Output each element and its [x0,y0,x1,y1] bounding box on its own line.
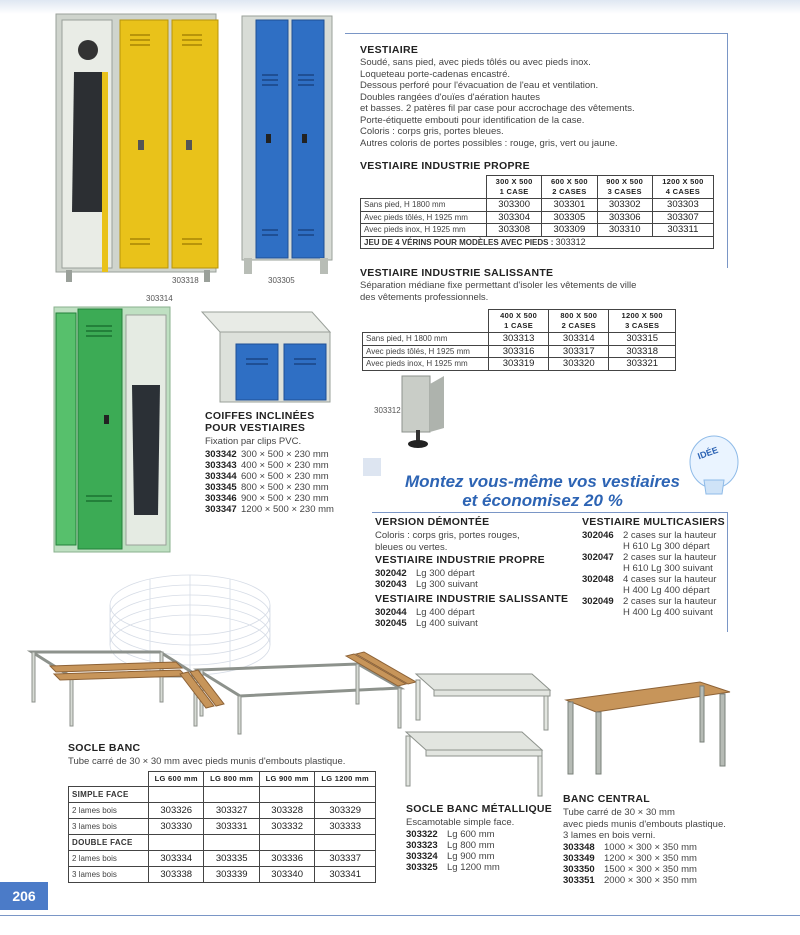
frame-rule-top [345,33,728,34]
list-item: 303324 Lg 900 mm [406,851,495,862]
locker-yellow-image [46,12,236,282]
section-row: SIMPLE FACE [69,787,376,803]
col-header: 1200 X 500 3 CASES [609,310,676,333]
list-item: 303323 Lg 800 mm [406,840,495,851]
col-header: 400 X 500 1 CASE [489,310,549,333]
vestiaire-line: Loqueteau porte-cadenas encastré. [360,68,510,80]
col-header: 300 X 500 1 CASE [487,176,542,199]
socle-metal-desc: Escamotable simple face. [406,817,515,828]
industrie-propre-title: VESTIAIRE INDUSTRIE PROPRE [360,160,530,172]
footer-rule [0,915,800,916]
promo-salissante-title: VESTIAIRE INDUSTRIE SALISSANTE [375,593,569,605]
locker-green-code: 303314 [146,294,173,303]
vestiaire-line: Coloris : corps gris, portes bleues. [360,126,504,137]
list-item: 303344 600 × 500 × 230 mm [205,471,329,482]
col-header: LG 600 mm [149,772,204,787]
industrie-salissante-description: Séparation médiane fixe permettant d'isoler les vêtements de ville des vêtements professionnels. [360,280,637,303]
industrie-salissante-title: VESTIAIRE INDUSTRIE SALISSANTE [360,267,554,279]
table-row: 2 lames bois 303334 303335 303336 303337 [69,851,376,867]
list-item: 302047 2 cases sur la hauteur H 610 Lg 300 suivant [582,552,717,574]
foot-image [398,374,448,450]
socle-banc-title: SOCLE BANC [68,742,141,754]
promo-rule [372,512,727,513]
list-item: 302049 2 cases sur la hauteur H 400 Lg 400 suivant [582,596,717,618]
socle-metal-list [406,829,500,873]
section-row: DOUBLE FACE [69,835,376,851]
banc-central-image [560,680,740,780]
coiffes-desc: Fixation par clips PVC. [205,436,302,447]
socle-banc-table [68,771,376,883]
banc-central-title: BANC CENTRAL [563,793,651,805]
list-item: 303346 900 × 500 × 230 mm [205,493,329,504]
promo-headline: Montez vous-même vos vestiaires et économisez 20 % [405,472,680,510]
industrie-propre-table [360,175,714,249]
list-item: 303347 1200 × 500 × 230 mm [205,504,334,515]
col-header: LG 900 mm [259,772,314,787]
list-item: 302042 Lg 300 départ [375,568,475,579]
list-item: 303342 300 × 500 × 230 mm [205,449,329,460]
socle-banc-image [28,646,408,736]
promo-propre-list [375,568,478,590]
vestiaire-line: Porte-étiquette embouti pour identification de la case. [360,114,585,126]
banc-central-desc: Tube carré de 30 × 30 mm avec pieds munis d'embouts plastique. 3 lames en bois verni. [563,807,726,841]
promo-vrule [727,512,728,632]
list-item: 303343 400 × 500 × 230 mm [205,460,329,471]
table-row: 3 lames bois 303338 303339 303340 303341 [69,867,376,883]
list-item: 303322 Lg 600 mm [406,829,495,840]
locker-green-image [52,305,174,555]
locker-blue-image [240,14,340,274]
vestiaire-line: Dessous perforé pour l'évacuation de l'eau et ventilation. [360,80,599,91]
col-header: 1200 X 500 4 CASES [652,176,713,199]
table-row: Sans pied, H 1800 mm 303313 303314 303315 [363,333,676,346]
foot-code: 303312 [374,406,401,415]
list-item: 303345 800 × 500 × 230 mm [205,482,329,493]
multicasiers-title: VESTIAIRE MULTICASIERS [582,516,725,528]
table-row: 2 lames bois 303326 303327 303328 303329 [69,803,376,819]
coiffe-image [200,310,332,402]
promo-propre-title: VESTIAIRE INDUSTRIE PROPRE [375,554,545,566]
col-header: 900 X 500 3 CASES [597,176,652,199]
version-demontee-title: VERSION DÉMONTÉE [375,516,490,528]
vestiaire-description [360,57,730,149]
multicasiers-list [582,530,716,618]
vestiaire-line: et basses. 2 patères fil par case pour accrochage des vêtements. [360,103,635,114]
table-row: Avec pieds tôlés, H 1925 mm 303316 303317 303318 [363,345,676,358]
table-row: 3 lames bois 303330 303331 303332 303333 [69,819,376,835]
industrie-salissante-table [362,309,676,371]
list-item: 303351 2000 × 300 × 350 mm [563,875,697,886]
table-row: Avec pieds inox, H 1925 mm 303319 303320 303321 [363,358,676,371]
list-item: 302048 4 cases sur la hauteur H 400 Lg 400 départ [582,574,717,596]
socle-metal-image [404,670,554,798]
banc-central-list [563,842,697,886]
list-item: 302044 Lg 400 départ [375,607,475,618]
idea-badge-text: IDÉE [696,444,720,462]
col-header: 600 X 500 2 CASES [542,176,597,199]
page-number: 206 [0,882,48,910]
col-header: LG 800 mm [204,772,259,787]
list-item: 303325 Lg 1200 mm [406,862,500,873]
socle-metal-title: SOCLE BANC MÉTALLIQUE [406,803,553,815]
list-item: 302043 Lg 300 suivant [375,579,478,590]
coiffes-title: COIFFES INCLINÉES POUR VESTIAIRES [205,410,315,434]
locker-blue-code: 303305 [268,276,295,285]
coiffes-list [205,449,334,515]
list-item: 303350 1500 × 300 × 350 mm [563,864,697,875]
table-row: Avec pieds tôlés, H 1925 mm 303304 303305 303306 303307 [361,211,714,224]
list-item: 302046 2 cases sur la hauteur H 610 Lg 300 départ [582,530,717,552]
vestiaire-line: Soudé, sans pied, avec pieds tôlés ou avec pieds inox. [360,57,591,68]
vestiaire-line: Autres coloris de portes possibles : rouge, gris, vert ou jaune. [360,137,618,149]
col-header: LG 1200 mm [315,772,376,787]
socle-banc-desc: Tube carré de 30 × 30 mm avec pieds munis d'embouts plastique. [68,756,346,767]
list-item: 303348 1000 × 300 × 350 mm [563,842,697,853]
version-demontee-desc: Coloris : corps gris, portes rouges, bleues ou vertes. [375,530,520,553]
promo-salissante-list [375,607,478,629]
table-row: Sans pied, H 1800 mm 303300 303301 303302 303303 [361,199,714,212]
col-header: 800 X 500 2 CASES [549,310,609,333]
vestiaire-title: VESTIAIRE [360,44,419,56]
table-row-note: JEU DE 4 VÉRINS POUR MODÈLES AVEC PIEDS : 303312 [361,236,714,249]
locker-yellow-code: 303318 [172,276,199,285]
vestiaire-line: Doubles rangées d'ouïes d'aération hautes [360,91,541,103]
list-item: 303349 1200 × 300 × 350 mm [563,853,697,864]
list-item: 302045 Lg 400 suivant [375,618,478,629]
table-row: Avec pieds inox, H 1925 mm 303308 303309 303310 303311 [361,224,714,237]
